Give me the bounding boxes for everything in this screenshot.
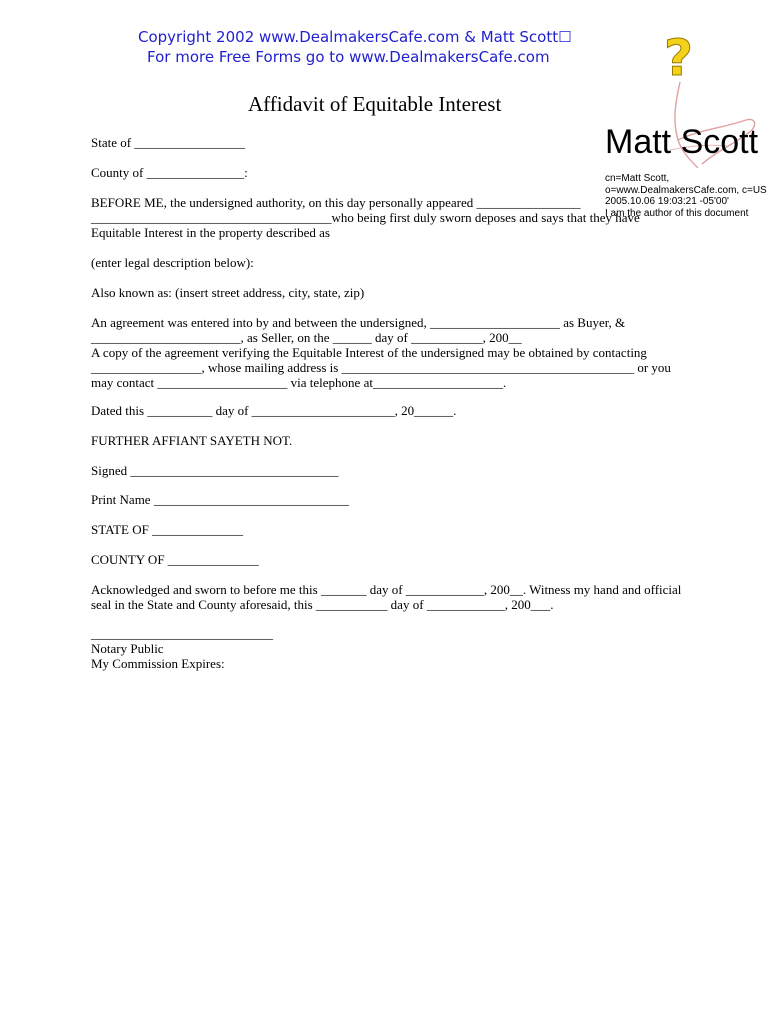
signature-detail-line: 2005.10.06 19:03:21 -05'00' [605,196,729,207]
signature-detail-line: o=www.DealmakersCafe.com, c=US [605,184,767,196]
document-title: Affidavit of Equitable Interest [248,92,502,116]
legal-description-line: (enter legal description below): [91,255,254,270]
state-field-line: State of _________________ [91,135,245,150]
dated-line: Dated this __________ day of ______________________, 20______. [91,403,457,418]
also-known-as-line: Also known as: (insert street address, city, state, zip) [91,285,365,300]
signature-name: Matt Scott [605,123,759,161]
acknowledged-line: Acknowledged and sworn to before me this _______ day of ____________, 200__. Witness my hand and official [91,582,682,597]
seal-line: seal in the State and County aforesaid, this ___________ day of ____________, 200___. [91,597,554,612]
notary-public-label: Notary Public [91,641,164,656]
county-field-line: County of _______________: [91,165,248,180]
signature-question-icon: ? [664,29,694,87]
commission-expires-label: My Commission Expires: [91,656,225,671]
telephone-line: may contact ____________________ via telephone at____________________. [91,375,507,390]
notary-county-line: COUNTY OF ______________ [91,552,259,567]
agreement-copy-line: A copy of the agreement verifying the Equitable Interest of the undersigned may be obtained by contacting [91,345,647,360]
signature-detail-line: cn=Matt Scott, [605,173,670,184]
notary-state-line: STATE OF ______________ [91,522,244,537]
print-name-line: Print Name ______________________________ [91,492,349,507]
appearance-line: BEFORE ME, the undersigned authority, on this day personally appeared ________________ [91,195,581,210]
mailing-address-line: _________________, whose mailing address is _____________________________________________ or you [91,360,671,375]
signed-line: Signed ________________________________ [91,463,339,478]
further-affiant-line: FURTHER AFFIANT SAYETH NOT. [91,433,293,448]
copyright-line[interactable]: Copyright 2002 www.DealmakersCafe.com & Matt Scott☐ [138,28,572,46]
digital-signature[interactable] [590,29,770,219]
sworn-line: _____________________________________who being first duly sworn deposes and says that they have [91,210,640,225]
equitable-interest-line: Equitable Interest in the property described as [91,225,330,240]
agreement-seller-line: _______________________, as Seller, on the ______ day of ___________, 200__ [91,330,522,345]
notary-signature-line: ____________________________ [91,626,273,641]
free-forms-line[interactable]: For more Free Forms go to www.DealmakersCafe.com [147,48,550,66]
agreement-buyer-line: An agreement was entered into by and between the undersigned, ____________________ as Buyer, & [91,315,626,330]
signature-detail-line: I am the author of this document [605,207,749,219]
